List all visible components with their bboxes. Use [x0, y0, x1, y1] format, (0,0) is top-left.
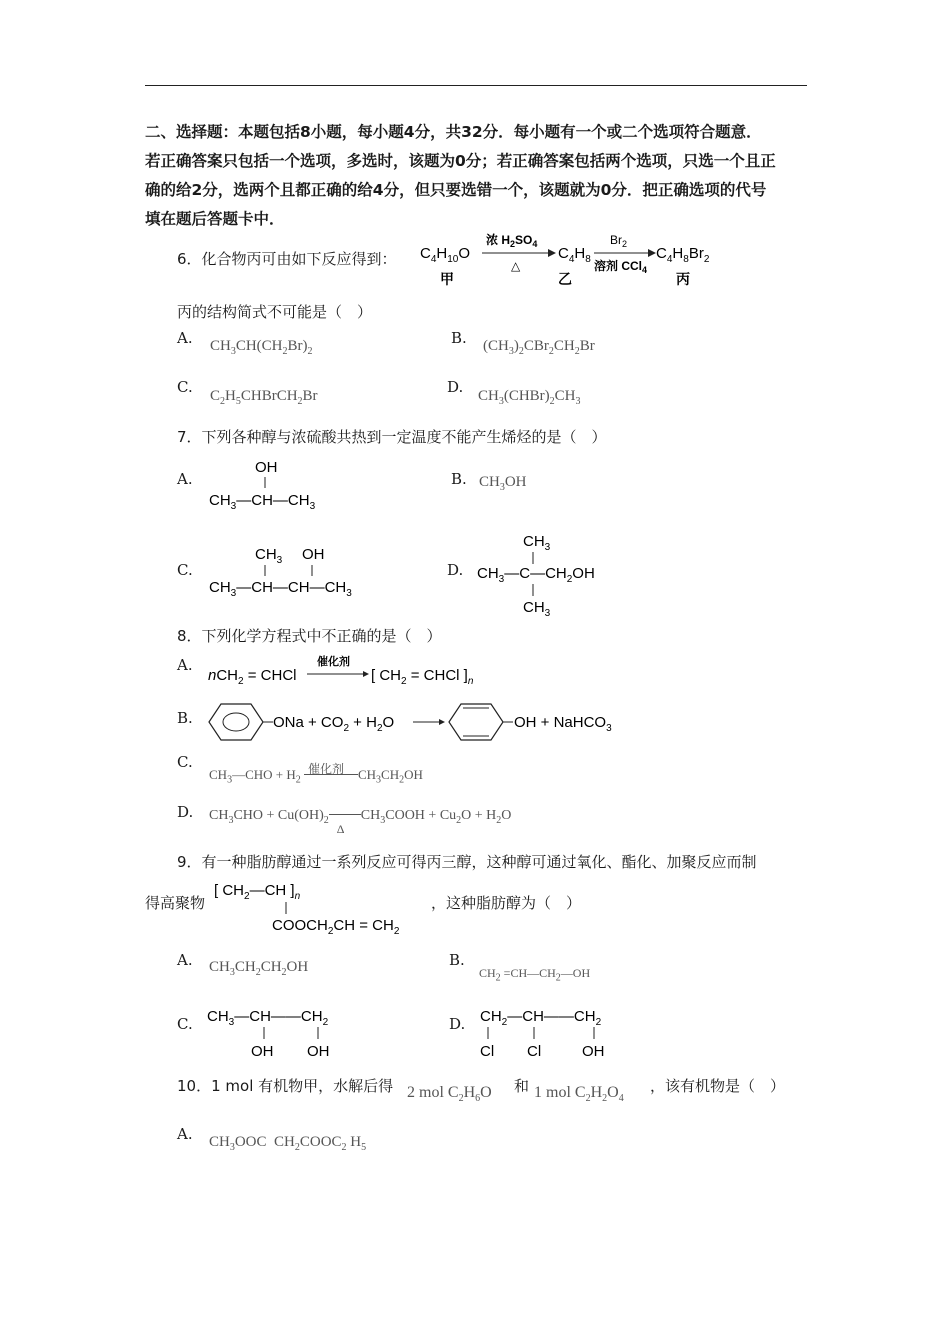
svg-text:COOCH2CH = CH2: $COOCH_2CH = CH_2$: [272, 917, 400, 937]
q6-option-b-label: B.: [451, 329, 467, 347]
q10-stem-suffix: ，该有机物是（ ）: [650, 1077, 786, 1095]
svg-text:CH3—CH——CH2: $CH_3—CH——CH_2$: [207, 1008, 329, 1028]
svg-text:丙: 丙: [676, 271, 690, 287]
q6-option-d-formula: $CH_3(CHBr)_2CH_3$: [478, 388, 581, 407]
q7-option-b-formula: $CH_3OH$: [479, 474, 527, 493]
svg-text:△: △: [511, 259, 521, 273]
q7-option-d-label: D.: [447, 561, 464, 579]
svg-text:OH: OH: [582, 1043, 605, 1060]
intro-line-1: 二、选择题：本题包括8小题，每小题4分，共32分．每小题有一个或二个选项符合题意．: [145, 123, 762, 141]
q9-option-b-formula: $CH_2$ $=CH—CH_2—OH$: [479, 966, 591, 984]
q10-and: 和: [514, 1077, 530, 1095]
q6-question: 丙的结构简式不可能是（ ）: [177, 303, 373, 321]
q9-option-a-formula: $CH_3CH_2CH_2OH$: [209, 959, 309, 978]
svg-text:OH: OH: [251, 1043, 274, 1060]
q9-option-d-label: D.: [449, 1015, 466, 1033]
svg-text:[ CH2 = CHCl ]n: [ $CH_2$ = CHCl ]$_n$: [371, 667, 474, 687]
svg-text:乙: 乙: [558, 271, 572, 287]
svg-text:CH3—C—CH2OH: $CH_3—C—CH_2OH$: [477, 565, 595, 585]
svg-text:CH3: $CH_3$: [523, 533, 551, 553]
q10-amount-1: 2 mol $C_2H_6O$: [407, 1084, 492, 1105]
svg-text:[ CH2—CH ]n: [ $CH_2—CH$ ]$_n$: [214, 882, 301, 902]
q8-option-b-label: B.: [177, 709, 193, 727]
svg-text:C4H10O: $C_4H_{10}O$: [420, 245, 471, 265]
svg-text:催化剂: 催化剂: [317, 656, 350, 668]
svg-text:CH2—CH——CH2: $CH_2—CH——CH_2$: [480, 1008, 602, 1028]
q8-option-c-catalyst: 催化剂: [307, 762, 344, 776]
q6-option-c-formula: $C_2H_5CHBrCH_2Br$: [210, 388, 318, 407]
svg-text:C4H8Br2: $C_4H_8Br_2$: [656, 245, 710, 265]
svg-text:CH3—CH—CH—CH3: $CH_3—CH—CH—CH_3$: [209, 579, 352, 599]
q8-option-d-formula: $CH_3CHO + Cu(OH)_2$ Δ $CH_3COOH + Cu_2O + H_2O$: [209, 808, 512, 836]
svg-text:nCH2 = CHCl: nCH$_2$ = CHCl: [208, 667, 297, 687]
q6-option-a-formula: $CH_3CH(CH_2Br)_2$: [210, 338, 313, 357]
intro-line-2: 若正确答案只包括一个选项，多选时，该题为0分；若正确答案包括两个选项，只选一个且正: [145, 152, 776, 170]
q6-option-a-label: A.: [177, 329, 193, 347]
q7-option-c-structure: [205, 540, 380, 602]
q6-option-c-label: C.: [177, 378, 193, 396]
q7-option-a-structure: [205, 455, 345, 517]
q8-option-b-equation: [205, 700, 635, 744]
q9-option-c-structure: [205, 1002, 365, 1064]
q9-option-b-label: B.: [449, 951, 465, 969]
q9-polymer-structure: [212, 876, 432, 938]
svg-text:CH3—CH—CH3: $CH_3—CH—CH_3$: [209, 492, 316, 512]
svg-text:Cl: Cl: [527, 1043, 542, 1060]
svg-text:CH3: $CH_3$: [523, 599, 551, 619]
q8-option-c-formula: $CH_3—CHO + H_2$ 催化剂 $CH_3CH_2OH$: [209, 762, 423, 786]
q7-option-a-label: A.: [177, 470, 193, 488]
svg-text:浓 H2SO4: 浓 $H_2SO_4$: [486, 233, 538, 249]
q7-stem: 7．下列各种醇与浓硫酸共热到一定温度不能产生烯烃的是（ ）: [177, 428, 607, 446]
q9-stem-line-1: 9．有一种脂肪醇通过一系列反应可得丙三醇，这种醇可通过氧化、酯化、加聚反应而制: [177, 853, 757, 871]
q9-option-d-structure: [476, 1002, 636, 1064]
q8-option-d-label: D.: [177, 803, 194, 821]
svg-text:OH: OH: [307, 1043, 330, 1060]
section-intro: [145, 118, 810, 234]
svg-text:OH: OH: [255, 459, 278, 476]
svg-text:OH: OH: [302, 546, 325, 563]
q10-option-a-label: A.: [177, 1125, 193, 1143]
q10-amount-2: 1 mol $C_2H_2O_4$: [534, 1084, 624, 1105]
q7-option-d-structure: [475, 528, 625, 620]
intro-line-4: 填在题后答题卡中．: [145, 210, 285, 228]
q8-option-a-label: A.: [177, 656, 193, 674]
q9-option-c-label: C.: [177, 1015, 193, 1033]
top-rule: [145, 85, 807, 86]
svg-text:ONa + CO2 + H2O: ONa + $CO_2 + H_2O$: [273, 714, 395, 734]
q10-stem-prefix: 10．1 mol 有机物甲，水解后得: [177, 1077, 394, 1095]
q8-option-c-label: C.: [177, 753, 193, 771]
q6-stem: 6．化合物丙可由如下反应得到：: [177, 250, 397, 268]
svg-text:OH + NaHCO3: OH + NaHCO$_3$: [514, 714, 612, 734]
q10-option-a-formula: $CH_3OOC$ $CH_2COOC_2$ $H_5$: [209, 1134, 367, 1153]
q9-stem-prefix: 得高聚物: [145, 894, 206, 912]
q7-option-c-label: C.: [177, 561, 193, 579]
q7-option-b-label: B.: [451, 470, 467, 488]
q6-reaction-scheme: [418, 226, 728, 288]
svg-text:甲: 甲: [440, 271, 454, 287]
q8-option-a-equation: [205, 652, 505, 690]
intro-line-3: 确的给2分，选两个且都正确的给4分，但只要选错一个，该题就为0分．把正确选项的代号: [145, 181, 767, 199]
q9-option-a-label: A.: [177, 951, 193, 969]
q6-option-d-label: D.: [447, 378, 464, 396]
q8-stem: 8．下列化学方程式中不正确的是（ ）: [177, 627, 442, 645]
q9-stem-suffix: ，这种脂肪醇为（ ）: [431, 894, 582, 912]
svg-text:CH3: $CH_3$: [255, 546, 283, 566]
q6-option-b-formula: $(CH_3)_2CBr_2CH_2Br$: [483, 338, 595, 357]
svg-text:Br2: $Br_2$: [610, 233, 628, 249]
svg-text:Cl: Cl: [480, 1043, 495, 1060]
svg-text:溶剂 CCl4: 溶剂 CCl$_4$: [594, 259, 648, 275]
svg-text:C4H8: $C_4H_8$: [558, 245, 591, 265]
